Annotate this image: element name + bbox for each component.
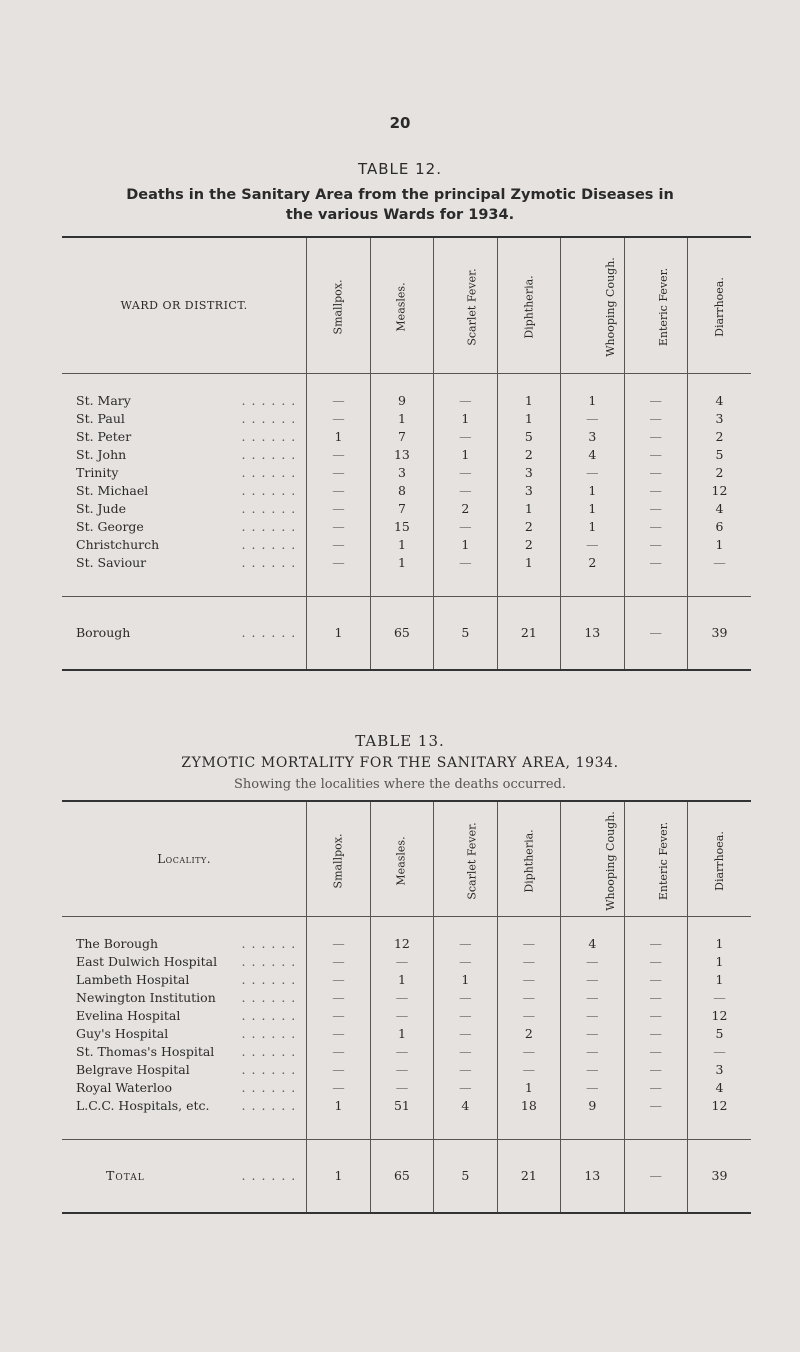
- table-cell: 1: [497, 392, 560, 410]
- table-cell: —: [687, 1043, 751, 1061]
- row-label: St. Michael . .: [62, 482, 307, 500]
- table-row: [62, 935, 751, 953]
- total-row: [62, 597, 751, 671]
- table-cell: 1: [497, 554, 560, 572]
- row-label: St. Paul . .: [62, 410, 307, 428]
- table-cell: 1: [561, 518, 624, 536]
- table-cell: 1: [370, 554, 433, 572]
- table-cell: 9: [370, 392, 433, 410]
- table-cell: 4: [561, 935, 624, 953]
- row-label: The Borough . .: [62, 935, 307, 953]
- table-cell: 2: [561, 554, 624, 572]
- table-row: [62, 518, 751, 536]
- total-row: [62, 1140, 751, 1214]
- table-row: [62, 554, 751, 572]
- table13-row-header: Locality.: [62, 801, 307, 917]
- table13-col-header: Smallpox.: [307, 801, 370, 917]
- table-cell: 4: [687, 500, 751, 518]
- table-cell: —: [307, 935, 370, 953]
- table-cell: —: [561, 1061, 624, 1079]
- table-row: [62, 1025, 751, 1043]
- table-cell: —: [307, 554, 370, 572]
- table13-col-header: Measles.: [370, 801, 433, 917]
- table-row: [62, 1079, 751, 1097]
- table-cell: —: [624, 1025, 687, 1043]
- table-cell: —: [434, 953, 497, 971]
- table-cell: —: [370, 989, 433, 1007]
- table-cell: —: [624, 410, 687, 428]
- table-cell: 12: [687, 482, 751, 500]
- table-row: [62, 1097, 751, 1115]
- table-cell: —: [434, 1043, 497, 1061]
- total-cell: 65: [370, 597, 433, 671]
- table-cell: —: [497, 953, 560, 971]
- table-cell: —: [624, 482, 687, 500]
- table-cell: 1: [561, 482, 624, 500]
- table-cell: —: [370, 1043, 433, 1061]
- table-cell: —: [307, 446, 370, 464]
- page-number: 20: [389, 114, 411, 132]
- table-cell: —: [624, 935, 687, 953]
- row-label: East Dulwich Hospital . .: [62, 953, 307, 971]
- table-cell: —: [624, 446, 687, 464]
- table-cell: —: [624, 1097, 687, 1115]
- table-cell: —: [624, 428, 687, 446]
- table-cell: —: [497, 989, 560, 1007]
- table-cell: 3: [497, 464, 560, 482]
- table-cell: —: [497, 1043, 560, 1061]
- table12-col-header: Diphtheria.: [497, 237, 560, 374]
- table-cell: 2: [434, 500, 497, 518]
- table-cell: —: [434, 1007, 497, 1025]
- table-row: [62, 410, 751, 428]
- table-cell: 3: [561, 428, 624, 446]
- total-cell: —: [624, 597, 687, 671]
- table-cell: 1: [687, 953, 751, 971]
- table-cell: 12: [687, 1097, 751, 1115]
- table-cell: —: [434, 518, 497, 536]
- spacer-row: [62, 1115, 751, 1140]
- total-cell: 13: [561, 1140, 624, 1214]
- table-row: [62, 989, 751, 1007]
- table-cell: —: [307, 1025, 370, 1043]
- table-cell: —: [687, 554, 751, 572]
- table-row: [62, 953, 751, 971]
- table-cell: —: [370, 1079, 433, 1097]
- table-cell: 5: [497, 428, 560, 446]
- total-cell: 1: [307, 1140, 370, 1214]
- table-cell: 1: [370, 1025, 433, 1043]
- row-label: Newington Institution . .: [62, 989, 307, 1007]
- table-cell: 1: [370, 971, 433, 989]
- row-label: St. Thomas's Hospital . .: [62, 1043, 307, 1061]
- table-row: [62, 428, 751, 446]
- table-cell: 3: [687, 410, 751, 428]
- total-cell: 21: [497, 1140, 560, 1214]
- table-cell: 1: [497, 500, 560, 518]
- table-cell: —: [307, 1079, 370, 1097]
- table-cell: 1: [687, 971, 751, 989]
- table-row: [62, 482, 751, 500]
- table-cell: 1: [497, 1079, 560, 1097]
- total-label: Borough . .: [62, 597, 307, 671]
- table-row: [62, 446, 751, 464]
- table12-title: [40, 185, 760, 225]
- total-cell: 5: [434, 1140, 497, 1214]
- total-cell: 13: [561, 597, 624, 671]
- table12-title-line1: Deaths in the Sanitary Area from the principal Zymotic Diseases in: [126, 187, 674, 203]
- table-cell: —: [307, 953, 370, 971]
- total-cell: 5: [434, 597, 497, 671]
- table-cell: —: [624, 500, 687, 518]
- table-cell: —: [561, 1079, 624, 1097]
- table-cell: —: [434, 464, 497, 482]
- table-cell: —: [561, 410, 624, 428]
- table-cell: —: [434, 989, 497, 1007]
- table-cell: 3: [497, 482, 560, 500]
- row-label: Guy's Hospital . .: [62, 1025, 307, 1043]
- table-cell: 13: [370, 446, 433, 464]
- table-cell: —: [561, 989, 624, 1007]
- table12-col-header: Smallpox.: [307, 237, 370, 374]
- table12-label: TABLE 12.: [357, 160, 442, 178]
- table-cell: —: [624, 554, 687, 572]
- row-label: Royal Waterloo . .: [62, 1079, 307, 1097]
- table12-col-header: Whooping Cough.: [561, 237, 624, 374]
- table-cell: —: [561, 1007, 624, 1025]
- table-cell: —: [561, 953, 624, 971]
- spacer-row: [62, 572, 751, 597]
- table-cell: —: [624, 1043, 687, 1061]
- table13-col-header: Whooping Cough.: [561, 801, 624, 917]
- table-cell: 12: [687, 1007, 751, 1025]
- row-label: St. George . .: [62, 518, 307, 536]
- table13-title: ZYMOTIC MORTALITY FOR THE SANITARY AREA, 1934.: [181, 755, 619, 771]
- table-cell: —: [307, 482, 370, 500]
- table-cell: —: [434, 935, 497, 953]
- row-label: Trinity . .: [62, 464, 307, 482]
- table13-label: TABLE 13.: [355, 732, 445, 750]
- row-label: St. Peter . .: [62, 428, 307, 446]
- table-cell: 5: [687, 446, 751, 464]
- table-cell: 9: [561, 1097, 624, 1115]
- table-cell: 1: [687, 536, 751, 554]
- table-cell: 2: [497, 1025, 560, 1043]
- table-cell: —: [434, 428, 497, 446]
- table13-header-row: [62, 801, 751, 917]
- table-row: [62, 1061, 751, 1079]
- table-cell: —: [434, 1061, 497, 1079]
- table-cell: 8: [370, 482, 433, 500]
- table-cell: —: [624, 1007, 687, 1025]
- table-cell: 2: [497, 536, 560, 554]
- table-cell: —: [561, 1043, 624, 1061]
- table-cell: —: [307, 1061, 370, 1079]
- row-label: L.C.C. Hospitals, etc. . .: [62, 1097, 307, 1115]
- total-cell: 65: [370, 1140, 433, 1214]
- table-cell: 1: [434, 971, 497, 989]
- table-cell: 1: [307, 1097, 370, 1115]
- table-cell: —: [434, 392, 497, 410]
- table-cell: 1: [497, 410, 560, 428]
- table13-col-header: Diphtheria.: [497, 801, 560, 917]
- table-cell: 1: [561, 500, 624, 518]
- row-label: Evelina Hospital . .: [62, 1007, 307, 1025]
- table-cell: —: [370, 1007, 433, 1025]
- table-cell: 4: [434, 1097, 497, 1115]
- table-cell: —: [370, 1061, 433, 1079]
- table-cell: —: [561, 464, 624, 482]
- total-cell: 39: [687, 597, 751, 671]
- row-label: Christchurch . .: [62, 536, 307, 554]
- table-row: [62, 392, 751, 410]
- table13-col-header: Diarrhoea.: [687, 801, 751, 917]
- table-cell: 12: [370, 935, 433, 953]
- table-cell: 6: [687, 518, 751, 536]
- table-cell: —: [434, 482, 497, 500]
- table-cell: —: [307, 536, 370, 554]
- total-cell: 1: [307, 597, 370, 671]
- table-cell: 1: [561, 392, 624, 410]
- table-cell: 4: [561, 446, 624, 464]
- spacer-row: [62, 374, 751, 393]
- table-cell: 18: [497, 1097, 560, 1115]
- table-cell: —: [624, 536, 687, 554]
- table-cell: —: [497, 1061, 560, 1079]
- row-label: Belgrave Hospital . .: [62, 1061, 307, 1079]
- table-cell: 1: [370, 536, 433, 554]
- table-cell: —: [307, 1043, 370, 1061]
- table-cell: —: [624, 953, 687, 971]
- table-cell: —: [307, 989, 370, 1007]
- table-row: [62, 971, 751, 989]
- table12-col-header: Measles.: [370, 237, 433, 374]
- table-cell: —: [307, 464, 370, 482]
- table-cell: 7: [370, 428, 433, 446]
- table-cell: —: [307, 971, 370, 989]
- table-cell: —: [434, 1079, 497, 1097]
- row-label: St. Jude . .: [62, 500, 307, 518]
- table-row: [62, 1043, 751, 1061]
- total-cell: 21: [497, 597, 560, 671]
- table13-col-header: Scarlet Fever.: [434, 801, 497, 917]
- table-cell: —: [624, 1061, 687, 1079]
- spacer-row: [62, 917, 751, 936]
- table-cell: —: [307, 1007, 370, 1025]
- table-cell: 2: [687, 428, 751, 446]
- table-cell: 5: [687, 1025, 751, 1043]
- table13-col-header: Enteric Fever.: [624, 801, 687, 917]
- table-cell: 2: [497, 518, 560, 536]
- table-row: [62, 1007, 751, 1025]
- table-row: [62, 536, 751, 554]
- table-cell: —: [497, 971, 560, 989]
- row-label: Lambeth Hospital . .: [62, 971, 307, 989]
- table12-row-header: WARD OR DISTRICT.: [62, 237, 307, 374]
- table-cell: 1: [307, 428, 370, 446]
- table-cell: 2: [687, 464, 751, 482]
- table-cell: —: [497, 1007, 560, 1025]
- table-cell: 1: [687, 935, 751, 953]
- table-cell: —: [434, 1025, 497, 1043]
- table-cell: —: [307, 392, 370, 410]
- table-cell: 2: [497, 446, 560, 464]
- table-cell: —: [434, 554, 497, 572]
- table-cell: —: [561, 536, 624, 554]
- table-cell: —: [624, 464, 687, 482]
- total-cell: 39: [687, 1140, 751, 1214]
- table-cell: 15: [370, 518, 433, 536]
- table12: [62, 236, 751, 671]
- table-cell: —: [624, 392, 687, 410]
- table-cell: 3: [687, 1061, 751, 1079]
- table12-col-header: Enteric Fever.: [624, 237, 687, 374]
- table-cell: —: [561, 1025, 624, 1043]
- table-cell: 1: [434, 446, 497, 464]
- table-cell: —: [624, 1079, 687, 1097]
- table-cell: 3: [370, 464, 433, 482]
- table-cell: 1: [434, 410, 497, 428]
- table-cell: —: [624, 518, 687, 536]
- table12-title-line2: the various Wards for 1934.: [285, 207, 515, 223]
- table-cell: 51: [370, 1097, 433, 1115]
- table-cell: 7: [370, 500, 433, 518]
- table-cell: 4: [687, 1079, 751, 1097]
- table-cell: —: [307, 500, 370, 518]
- table-cell: —: [624, 971, 687, 989]
- table-row: [62, 500, 751, 518]
- table-cell: —: [497, 935, 560, 953]
- table-row: [62, 464, 751, 482]
- row-label: St. Saviour . .: [62, 554, 307, 572]
- table-cell: 1: [434, 536, 497, 554]
- table-cell: —: [370, 953, 433, 971]
- table-cell: 1: [370, 410, 433, 428]
- table12-col-header: Diarrhoea.: [687, 237, 751, 374]
- table-cell: 4: [687, 392, 751, 410]
- table13: [62, 800, 751, 1214]
- row-label: St. John . .: [62, 446, 307, 464]
- table-cell: —: [307, 410, 370, 428]
- table-cell: —: [624, 989, 687, 1007]
- table12-header-row: [62, 237, 751, 374]
- table13-subtitle: Showing the localities where the deaths occurred.: [233, 777, 566, 792]
- table12-col-header: Scarlet Fever.: [434, 237, 497, 374]
- row-label: St. Mary . .: [62, 392, 307, 410]
- table-cell: —: [561, 971, 624, 989]
- total-label: Total . .: [62, 1140, 307, 1214]
- table-cell: —: [687, 989, 751, 1007]
- total-cell: —: [624, 1140, 687, 1214]
- table-cell: —: [307, 518, 370, 536]
